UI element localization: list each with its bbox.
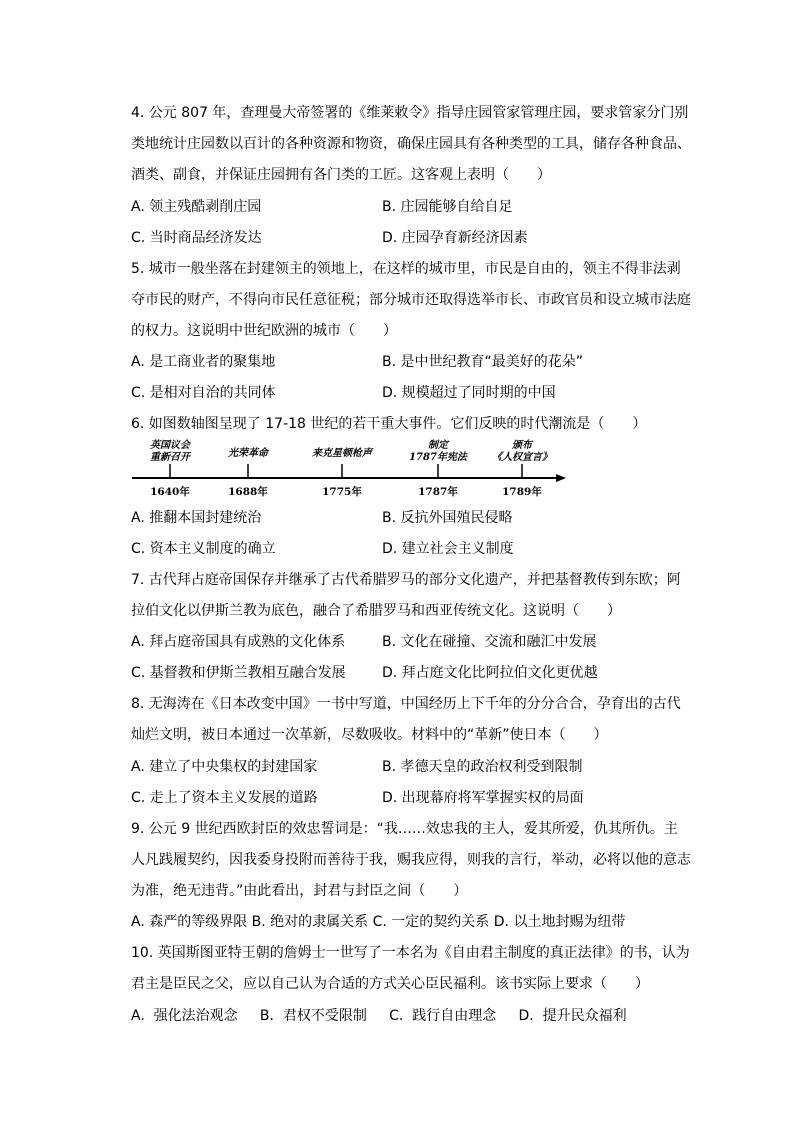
question-10-options[interactable]: A. 强化法治观念 B. 君权不受限制 C. 践行自由理念 D. 提升民众福利 [131, 1008, 627, 1024]
timeline-year-1775: 1775年 [322, 486, 362, 498]
question-5-stem: 5. 城市一般坐落在封建领主的领地上，在这样的城市里，市民是自由的，领主不得非法剥夺市民的财产，不得向市民任意征税；部分城市还取得选举市长、市政官员和设立城市法庭的权力。这说明中世纪欧洲的城市（ ） [131, 261, 691, 339]
timeline-event-1789 [484, 440, 560, 464]
question-9 [131, 814, 691, 907]
timeline-event-1787-line1: 制定 [428, 440, 448, 451]
question-8-option-a[interactable]: A. 建立了中央集权的封建国家 [131, 759, 318, 775]
timeline-event-1640-line1: 英国议会 [150, 440, 190, 451]
question-4-stem: 4. 公元 807 年，查理曼大帝签署的《维莱敕令》指导庄园管家管理庄园，要求管家分门别类地统计庄园数以百计的各种资源和物资，确保庄园具有各种类型的工具，储存各种食品、酒类、副食，并保证庄园拥有各门类的工匠。这客观上表明（ ） [131, 105, 691, 183]
question-6-option-d[interactable]: D. 建立社会主义制度 [382, 541, 514, 557]
question-7-option-b[interactable]: B. 文化在碰撞、交流和融汇中发展 [382, 634, 597, 650]
question-10-stem: 10. 英国斯图亚特王朝的詹姆士一世写了一本名为《自由君主制度的真正法律》的书，认为君主是臣民之父，应以自己认为合适的方式关心臣民福利。该书实际上要求（ ） [131, 945, 690, 992]
timeline-event-1789-line2: 《人权宣言》 [492, 452, 552, 463]
timeline-event-1789-line1: 颁布 [512, 440, 532, 451]
timeline-event-1688: 光荣革命 [228, 448, 268, 459]
question-6-stem: 6. 如图数轴图呈现了 17-18 世纪的若干重大事件。它们反映的时代潮流是（ ） [131, 416, 647, 432]
question-5-option-b[interactable]: B. 是中世纪教育“最美好的花朵” [382, 354, 584, 370]
timeline-year-1688: 1688年 [228, 486, 268, 498]
timeline-event-1640-line2: 重新召开 [150, 452, 190, 463]
question-4-option-c[interactable]: C. 当时商品经济发达 [131, 230, 262, 246]
question-5-option-d[interactable]: D. 规模超过了同时期的中国 [382, 385, 556, 401]
timeline-year-1789: 1789年 [502, 486, 542, 498]
question-7 [131, 565, 691, 627]
question-10 [131, 938, 691, 1000]
question-9-options[interactable]: A. 森严的等级界限 B. 绝对的隶属关系 C. 一定的契约关系 D. 以土地封赐为纽带 [131, 914, 626, 930]
question-7-stem: 7. 古代拜占庭帝国保存并继承了古代希腊罗马的部分文化遗产，并把基督教传到东欧；阿拉伯文化以伊斯兰教为底色，融合了希腊罗马和西亚传统文化。这说明（ ） [131, 572, 681, 619]
question-4-option-b[interactable]: B. 庄园能够自给自足 [382, 199, 513, 215]
question-6-option-a[interactable]: A. 推翻本国封建统治 [131, 510, 262, 526]
question-4 [131, 98, 691, 191]
timeline-year-1640: 1640年 [150, 486, 190, 498]
timeline-figure [128, 438, 568, 498]
timeline-event-1640 [140, 440, 200, 464]
timeline-event-1775: 来克星顿枪声 [312, 448, 372, 459]
question-8-stem: 8. 无海涛在《日本改变中国》一书中写道，中国经历上下千年的分分合合，孕育出的古代灿烂文明，被日本通过一次革新，尽数吸收。材料中的“革新”使日本（ ） [131, 696, 681, 743]
timeline-event-1787-line2: 1787年宪法 [409, 452, 467, 463]
question-7-option-a[interactable]: A. 拜占庭帝国具有成熟的文化体系 [131, 634, 346, 650]
timeline-event-1787 [398, 440, 478, 464]
question-4-option-a[interactable]: A. 领主残酷剥削庄园 [131, 199, 262, 215]
question-6-option-b[interactable]: B. 反抗外国殖民侵略 [382, 510, 513, 526]
question-7-option-c[interactable]: C. 基督教和伊斯兰教相互融合发展 [131, 665, 346, 681]
question-5 [131, 254, 691, 347]
question-7-option-d[interactable]: D. 拜占庭文化比阿拉伯文化更优越 [382, 665, 598, 681]
question-8 [131, 689, 691, 751]
question-6-option-c[interactable]: C. 资本主义制度的确立 [131, 541, 276, 557]
timeline-year-1787: 1787年 [418, 486, 458, 498]
question-4-option-d[interactable]: D. 庄园孕育新经济因素 [382, 230, 528, 246]
question-8-option-d[interactable]: D. 出现幕府将军掌握实权的局面 [382, 790, 584, 806]
question-5-option-a[interactable]: A. 是工商业者的聚集地 [131, 354, 276, 370]
question-5-option-c[interactable]: C. 是相对自治的共同体 [131, 385, 276, 401]
question-8-option-b[interactable]: B. 孝德天皇的政治权利受到限制 [382, 759, 583, 775]
question-9-stem: 9. 公元 9 世纪西欧封臣的效忠誓词是：“我……效忠我的主人，爱其所爱，仇其所仇。主人凡践履契约，因我委身投附而善待于我，赐我应得，则我的言行，举动，必将以他的意志为准，绝无违背。”由此看出，封君与封臣之间（ ） [131, 821, 691, 899]
question-8-option-c[interactable]: C. 走上了资本主义发展的道路 [131, 790, 318, 806]
